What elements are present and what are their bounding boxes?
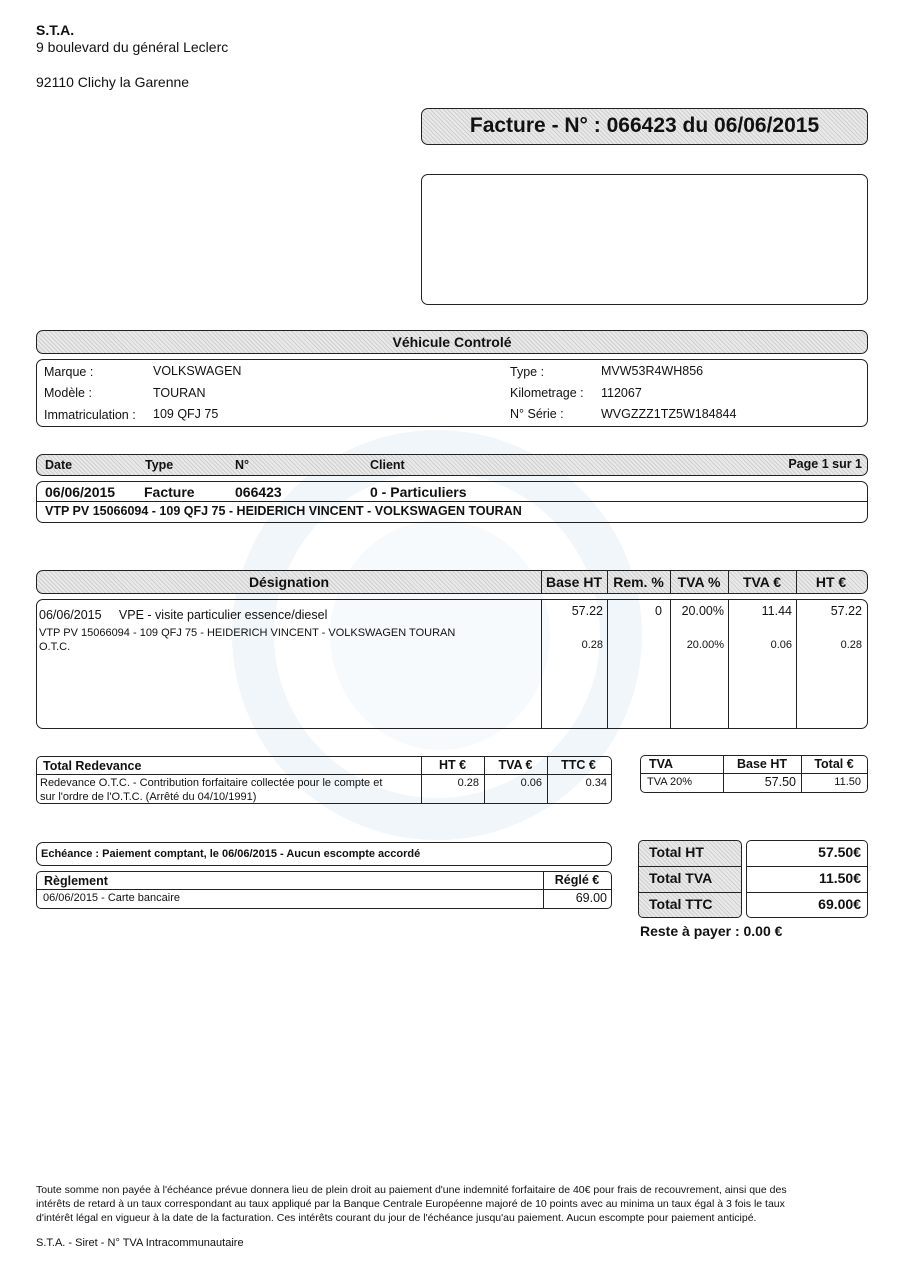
body-divider [728, 600, 729, 728]
doc-values-divider [37, 501, 867, 502]
company-address-line1: 9 boulevard du général Leclerc [36, 39, 229, 55]
legal-line2: intérêts de retard à un taux correspondant au taux appliqué par la Banque Centrale Européenne majoré de 10 points avec au minima un taux égal à 3 fois le taux [36, 1198, 785, 1210]
totals-labels-box [638, 840, 742, 918]
km-label: Kilometrage : [510, 386, 584, 400]
reste-a-payer: Reste à payer : 0.00 € [640, 923, 783, 939]
doc-type-label: Type [145, 458, 174, 472]
reglement-divider [37, 889, 611, 890]
col-tva-eur: TVA € [742, 574, 782, 590]
body-divider [796, 600, 797, 728]
type-label: Type : [510, 365, 545, 379]
col-ht-eur: HT € [815, 574, 847, 590]
line1-base-ht: 57.22 [571, 604, 603, 618]
vehicle-section-header [36, 330, 868, 354]
total-ttc-label: Total TTC [649, 896, 713, 912]
doc-num-label: N° [235, 458, 250, 472]
reglement-box [36, 871, 612, 909]
line3-ht: 0.28 [840, 639, 862, 651]
redevance-ht-label: HT € [438, 758, 467, 772]
vehicle-section-title: Véhicule Controlé [392, 334, 512, 350]
line1-tva-eur: 11.44 [761, 604, 792, 618]
line1-rem: 0 [655, 604, 662, 618]
totals-values-divider [747, 892, 867, 893]
tva-summary-base-value: 57.50 [764, 775, 796, 789]
body-divider [541, 600, 542, 728]
tva-summary-total-value: 11.50 [834, 776, 861, 788]
tva-summary-box [640, 755, 868, 793]
totals-labels-divider [639, 866, 741, 867]
company-address-line2: 92110 Clichy la Garenne [36, 74, 190, 90]
body-divider [607, 600, 608, 728]
doc-client-label: Client [370, 458, 405, 472]
redevance-divider [37, 774, 611, 775]
km-value: 112067 [601, 386, 642, 400]
totals-labels-divider [639, 892, 741, 893]
type-value: MVW53R4WH856 [601, 364, 704, 378]
tva-summary-tva-label: TVA [649, 757, 674, 771]
line3-tva-pct: 20.00% [686, 639, 724, 651]
body-divider [670, 600, 671, 728]
reglement-title: Règlement [44, 874, 108, 888]
line3-description: O.T.C. [39, 641, 71, 653]
reglement-paid-label: Réglé € [554, 873, 600, 887]
line2-description: VTP PV 15066094 - 109 QFJ 75 - HEIDERICH VINCENT - VOLKSWAGEN TOURAN [39, 627, 456, 639]
tva-summary-total-label: Total € [814, 757, 854, 771]
line1-ht: 57.22 [830, 604, 862, 618]
tva-summary-rate: TVA 20% [647, 776, 693, 788]
line1-tva-pct: 20.00% [681, 604, 724, 618]
reglement-amount: 69.00 [575, 891, 607, 905]
doc-type-value: Facture [144, 484, 195, 500]
serie-label: N° Série : [510, 407, 564, 421]
reglement-line: 06/06/2015 - Carte bancaire [43, 892, 180, 904]
immat-value: 109 QFJ 75 [153, 407, 219, 421]
col-base-ht: Base HT [545, 574, 603, 590]
totals-values-divider [747, 866, 867, 867]
doc-client-value: 0 - Particuliers [370, 484, 467, 500]
total-ht-value: 57.50€ [818, 844, 861, 860]
doc-date-value: 06/06/2015 [45, 484, 116, 500]
redevance-tva-label: TVA € [498, 758, 533, 772]
page-indicator: Page 1 sur 1 [788, 457, 862, 471]
line1-description: 06/06/2015 VPE - visite particulier essence/diesel [39, 608, 328, 622]
total-tva-value: 11.50€ [818, 870, 861, 886]
doc-num-value: 066423 [235, 484, 282, 500]
immat-label: Immatriculation : [44, 408, 136, 422]
doc-values-box [36, 481, 868, 523]
redevance-ttc-value: 0.34 [585, 777, 607, 789]
line3-base-ht: 0.28 [581, 639, 603, 651]
redevance-ht-value: 0.28 [457, 777, 479, 789]
vehicle-details-box [36, 359, 868, 427]
redevance-title: Total Redevance [43, 759, 142, 773]
totals-values-box [746, 840, 868, 918]
invoice-title-box [421, 108, 868, 145]
echeance-box [36, 842, 612, 866]
redevance-ttc-label: TTC € [561, 758, 596, 772]
modele-value: TOURAN [153, 386, 206, 400]
redevance-tva-value: 0.06 [520, 777, 542, 789]
tva-summary-base-label: Base HT [736, 757, 788, 771]
tva-summary-divider [641, 773, 867, 774]
company-name: S.T.A. [36, 22, 75, 38]
doc-description: VTP PV 15066094 - 109 QFJ 75 - HEIDERICH VINCENT - VOLKSWAGEN TOURAN [45, 504, 522, 518]
doc-header-row [36, 454, 868, 476]
modele-label: Modèle : [44, 386, 92, 400]
col-rem: Rem. % [613, 574, 664, 590]
total-ttc-value: 69.00€ [818, 896, 861, 912]
col-tva-pct: TVA % [677, 574, 721, 590]
total-ht-label: Total HT [649, 844, 704, 860]
col-designation: Désignation [248, 574, 330, 590]
redevance-desc-line2: sur l'ordre de l'O.T.C. (Arrêté du 04/10/1991) [40, 791, 257, 803]
redevance-box [36, 756, 612, 804]
lines-table-body [36, 599, 868, 729]
total-tva-label: Total TVA [649, 870, 713, 886]
client-address-box [421, 174, 868, 305]
line3-tva-eur: 0.06 [770, 639, 792, 651]
footer-siret: S.T.A. - Siret - N° TVA Intracommunautaire [36, 1237, 244, 1249]
echeance-text: Echéance : Paiement comptant, le 06/06/2015 - Aucun escompte accordé [41, 848, 421, 860]
legal-line1: Toute somme non payée à l'échéance prévue donnera lieu de plein droit au paiement d'une indemnité forfaitaire de 40€ pour frais de recouvrement, ainsi que des [36, 1184, 787, 1196]
lines-table-header [36, 570, 868, 594]
redevance-desc-line1: Redevance O.T.C. - Contribution forfaitaire collectée pour le compte et [40, 777, 383, 789]
marque-label: Marque : [44, 365, 94, 379]
legal-line3: d'intérêt légal en vigueur à la date de la facturation. Ces intérêts courant du jour de l'échéance jusqu'au paiement. Aucun escompte pour paiement anticipé. [36, 1212, 757, 1224]
doc-date-label: Date [45, 458, 73, 472]
invoice-title: Facture - N° : 066423 du 06/06/2015 [469, 114, 820, 137]
serie-value: WVGZZZ1TZ5W184844 [601, 407, 737, 421]
marque-value: VOLKSWAGEN [153, 364, 242, 378]
